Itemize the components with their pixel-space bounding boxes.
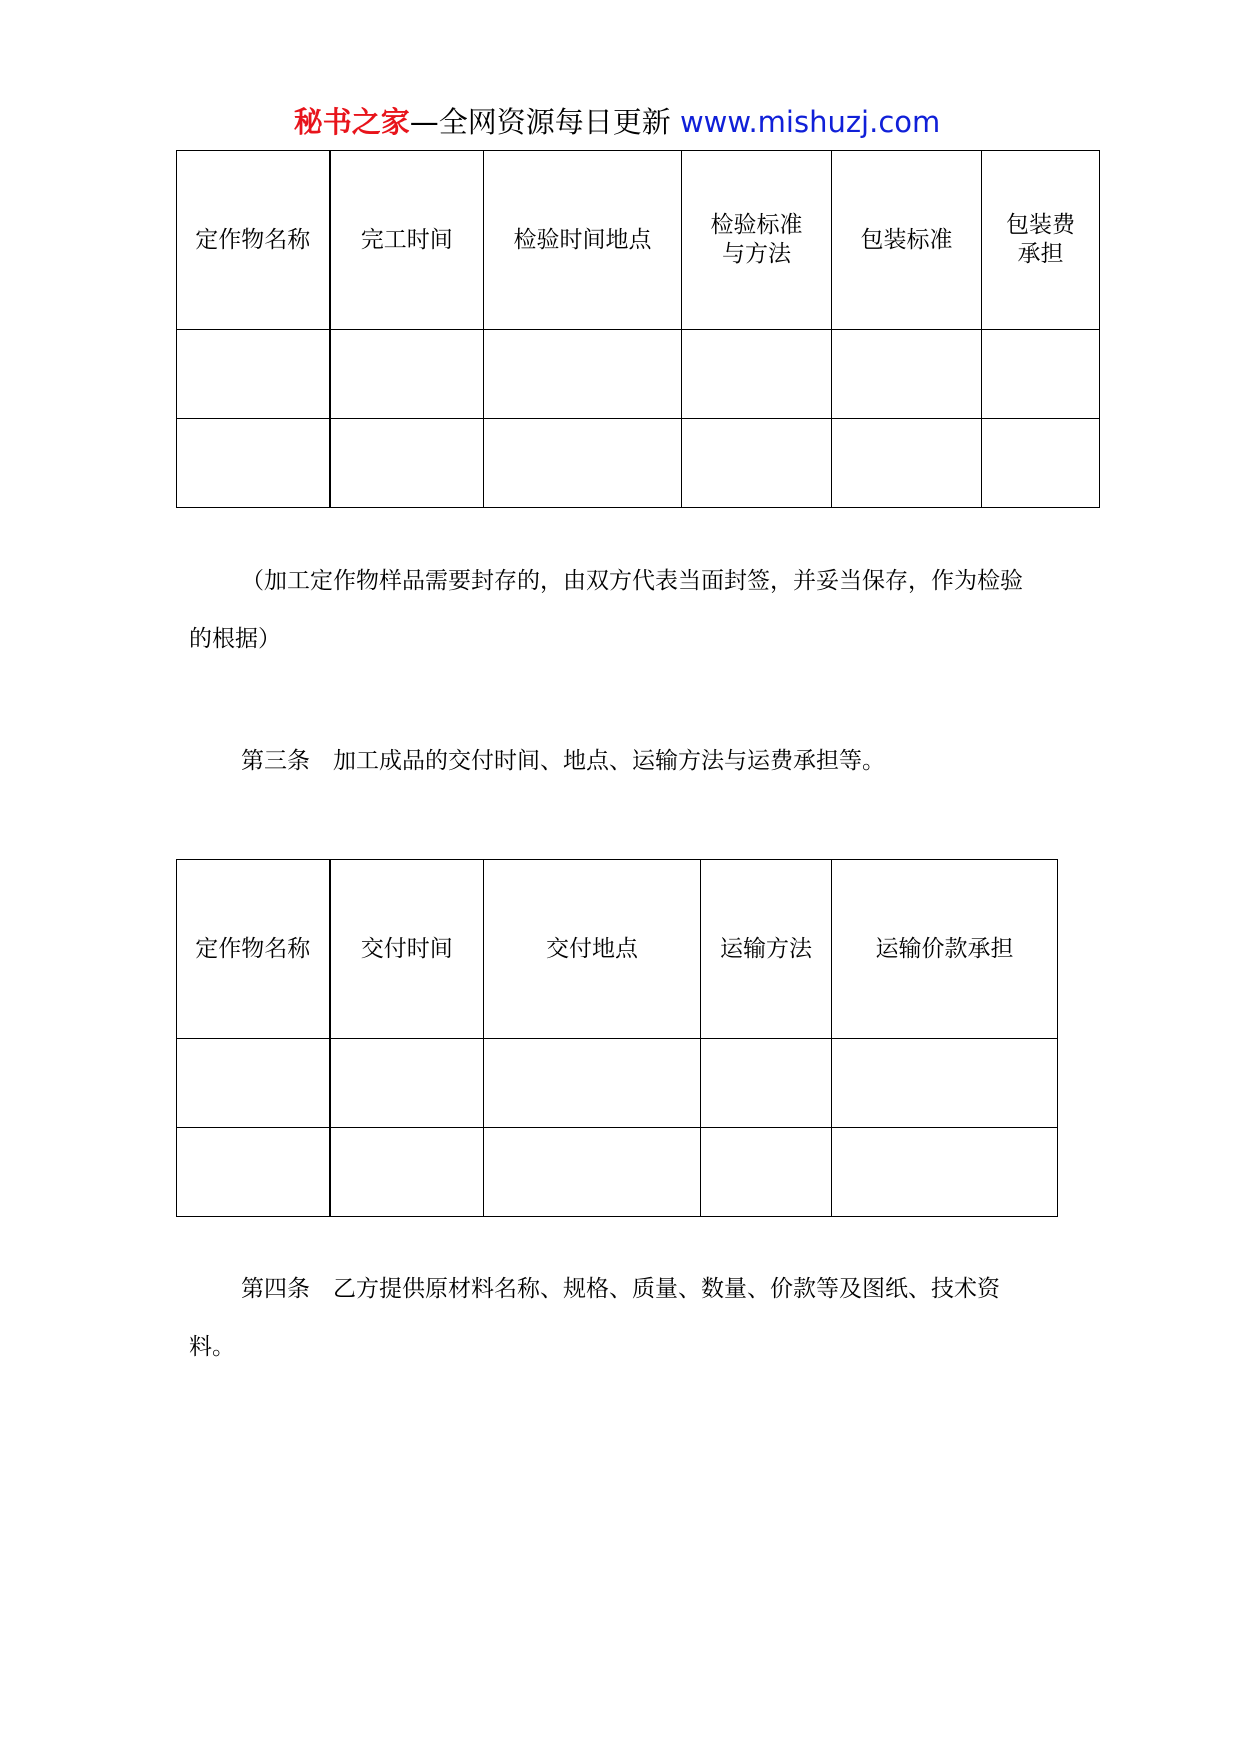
header-inspection-time-place: 检验时间地点: [484, 151, 682, 330]
header-product-name: 定作物名称: [177, 151, 330, 330]
delivery-table: [176, 859, 1058, 1217]
table-cell[interactable]: [982, 419, 1100, 508]
table-row: [177, 419, 1100, 508]
header-inspection-standard-line1: 检验标准: [710, 212, 803, 238]
table-cell[interactable]: [484, 419, 682, 508]
header-transport-method: 运输方法: [701, 860, 832, 1039]
table-cell[interactable]: [484, 1128, 701, 1217]
product-inspection-table: [176, 150, 1100, 508]
table-cell[interactable]: [484, 330, 682, 419]
table-cell[interactable]: [682, 330, 832, 419]
header-inspection-standard-line2: 与方法: [722, 241, 791, 267]
table-cell[interactable]: [330, 1128, 484, 1217]
site-url-link[interactable]: www.mishuzj.com: [679, 105, 941, 139]
site-tagline: —全网资源每日更新: [409, 105, 680, 139]
table-cell[interactable]: [982, 330, 1100, 419]
header-packaging-cost: [982, 151, 1100, 330]
header-packaging-cost-line1: 包装费: [1006, 212, 1075, 238]
table-cell[interactable]: [177, 330, 330, 419]
header-packaging-cost-line2: 承担: [1017, 241, 1064, 267]
table-cell[interactable]: [177, 1039, 330, 1128]
table-cell[interactable]: [177, 419, 330, 508]
table-row: [177, 1128, 1058, 1217]
sample-sealing-note: （加工定作物样品需要封存的，由双方代表当面封签，并妥当保存，作为检验的根据）: [189, 568, 1023, 652]
site-header: [0, 102, 1234, 142]
header-inspection-standard: [682, 151, 832, 330]
site-brand: 秘书之家: [293, 105, 410, 139]
table-cell[interactable]: [330, 419, 484, 508]
article-4-heading: 第四条 乙方提供原材料名称、规格、质量、数量、价款等及图纸、技术资料。: [189, 1276, 1000, 1360]
table-cell[interactable]: [484, 1039, 701, 1128]
header-product-name: 定作物名称: [177, 860, 330, 1039]
article-3-heading: 第三条 加工成品的交付时间、地点、运输方法与运费承担等。: [241, 748, 885, 774]
table-cell[interactable]: [832, 419, 982, 508]
header-delivery-place: 交付地点: [484, 860, 701, 1039]
header-completion-time: 完工时间: [330, 151, 484, 330]
table-cell[interactable]: [330, 330, 484, 419]
table-cell[interactable]: [832, 1039, 1058, 1128]
table-cell[interactable]: [832, 1128, 1058, 1217]
table-row: [177, 1039, 1058, 1128]
table-cell[interactable]: [701, 1039, 832, 1128]
header-transport-cost: 运输价款承担: [832, 860, 1058, 1039]
table-cell[interactable]: [177, 1128, 330, 1217]
table-cell[interactable]: [701, 1128, 832, 1217]
header-packaging-standard: 包装标准: [832, 151, 982, 330]
table-cell[interactable]: [832, 330, 982, 419]
table-row: [177, 330, 1100, 419]
header-delivery-time: 交付时间: [330, 860, 484, 1039]
table-cell[interactable]: [682, 419, 832, 508]
table-cell[interactable]: [330, 1039, 484, 1128]
